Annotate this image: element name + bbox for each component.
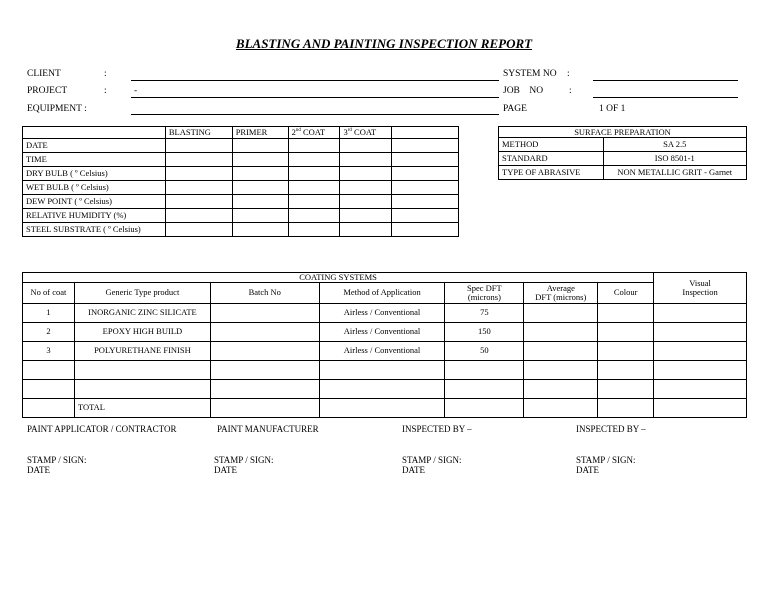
cell-input[interactable] — [524, 303, 598, 322]
cell-input[interactable] — [23, 379, 75, 398]
surface-prep-value: ISO 8501-1 — [603, 152, 746, 166]
cell-input[interactable] — [288, 139, 340, 153]
coat-no: 1 — [23, 303, 75, 322]
system-no-field[interactable] — [593, 80, 738, 81]
cell-input[interactable] — [392, 223, 459, 237]
job-no-field[interactable] — [593, 97, 738, 98]
coat-generic: POLYURETHANE FINISH — [74, 341, 210, 360]
cell-input[interactable] — [232, 195, 288, 209]
conditions-table — [22, 126, 459, 237]
col-blasting: BLASTING — [165, 127, 232, 139]
row-label-dew-point: DEW POINT ( º Celsius) — [23, 195, 166, 209]
signoff-applicator-title: PAINT APPLICATOR / CONTRACTOR — [27, 424, 177, 434]
conditions-row — [23, 153, 459, 167]
cell-input[interactable] — [232, 209, 288, 223]
signoff-inspector1-stamp: STAMP / SIGN: — [402, 455, 462, 465]
col-generic-type: Generic Type product — [74, 282, 210, 303]
project-value: - — [134, 86, 138, 96]
cell-input[interactable] — [340, 209, 392, 223]
cell-input[interactable] — [654, 379, 747, 398]
cell-input[interactable] — [165, 139, 232, 153]
cell-input[interactable] — [524, 379, 598, 398]
signoff-inspector1-title: INSPECTED BY – — [402, 424, 472, 434]
col-batch-no: Batch No — [210, 282, 319, 303]
conditions-row — [23, 209, 459, 223]
cell-input[interactable] — [288, 195, 340, 209]
coat-method: Airless / Conventional — [319, 303, 445, 322]
cell-input[interactable] — [598, 341, 654, 360]
col-method: Method of Application — [319, 282, 445, 303]
col-2nd-coat: 2nd COAT — [288, 127, 340, 139]
surface-prep-row — [499, 166, 747, 180]
conditions-row — [23, 181, 459, 195]
client-label: CLIENT — [27, 69, 61, 79]
surface-prep-heading: SURFACE PREPARATION — [499, 127, 747, 138]
cell-input[interactable] — [340, 223, 392, 237]
cell-input[interactable] — [23, 398, 75, 417]
coat-spec-dft: 75 — [445, 303, 524, 322]
surface-prep-label: METHOD — [499, 138, 604, 152]
cell-input[interactable] — [232, 153, 288, 167]
cell-input[interactable] — [210, 341, 319, 360]
cell-input[interactable] — [165, 153, 232, 167]
cell-input[interactable] — [165, 167, 232, 181]
client-field[interactable] — [131, 80, 499, 81]
surface-prep-label: TYPE OF ABRASIVE — [499, 166, 604, 180]
project-colon: : — [104, 86, 107, 96]
row-label-steel-substrate: STEEL SUBSTRATE ( º Celsius) — [23, 223, 166, 237]
cell-input[interactable] — [340, 167, 392, 181]
coat-no: 3 — [23, 341, 75, 360]
cell-input[interactable] — [165, 181, 232, 195]
cell-input[interactable] — [165, 223, 232, 237]
signoff-applicator-stamp: STAMP / SIGN: — [27, 455, 87, 465]
cell-input[interactable] — [340, 195, 392, 209]
coating-systems-heading: COATING SYSTEMS — [23, 273, 654, 283]
cell-input[interactable] — [524, 322, 598, 341]
cell-input[interactable] — [445, 379, 524, 398]
system-no-colon: : — [567, 69, 570, 79]
cell-input[interactable] — [288, 223, 340, 237]
col-average-dft: Average DFT (microns) — [524, 282, 598, 303]
surface-prep-row — [499, 152, 747, 166]
coat-no: 2 — [23, 322, 75, 341]
cell-input[interactable] — [210, 379, 319, 398]
project-field[interactable] — [131, 97, 499, 98]
conditions-row — [23, 223, 459, 237]
surface-prep-label: STANDARD — [499, 152, 604, 166]
cell-input[interactable] — [598, 303, 654, 322]
row-label-date: DATE — [23, 139, 166, 153]
col-primer: PRIMER — [232, 127, 288, 139]
coat-method: Airless / Conventional — [319, 341, 445, 360]
surface-prep-value: SA 2.5 — [603, 138, 746, 152]
cell-input[interactable] — [392, 209, 459, 223]
coat-spec-dft: 50 — [445, 341, 524, 360]
cell-input[interactable] — [392, 167, 459, 181]
cell-input[interactable] — [524, 398, 598, 417]
cell-input[interactable] — [210, 360, 319, 379]
cell-input[interactable] — [74, 379, 210, 398]
cell-input[interactable] — [288, 153, 340, 167]
cell-input[interactable] — [165, 195, 232, 209]
cell-input[interactable] — [654, 341, 747, 360]
row-label-humidity: RELATIVE HUMIDITY (%) — [23, 209, 166, 223]
job-no-label: JOB NO — [503, 86, 544, 96]
cell-input[interactable] — [340, 153, 392, 167]
col-colour: Colour — [598, 282, 654, 303]
cell-input[interactable] — [598, 322, 654, 341]
cell-input[interactable] — [524, 360, 598, 379]
row-label-dry-bulb: DRY BULB ( º Celsius) — [23, 167, 166, 181]
equipment-field[interactable] — [131, 114, 499, 115]
cell-input[interactable] — [340, 139, 392, 153]
coat-spec-dft: 150 — [445, 322, 524, 341]
page-value: 1 OF 1 — [599, 104, 626, 114]
coat-generic: EPOXY HIGH BUILD — [74, 322, 210, 341]
coat-method: Airless / Conventional — [319, 322, 445, 341]
signoff-manufacturer-date: DATE — [214, 465, 237, 475]
row-label-time: TIME — [23, 153, 166, 167]
cell-input[interactable] — [288, 167, 340, 181]
coating-row — [23, 303, 747, 322]
coating-row — [23, 341, 747, 360]
col-visual-inspection: Visual Inspection — [654, 273, 747, 304]
conditions-row — [23, 195, 459, 209]
project-label: PROJECT — [27, 86, 68, 96]
signoff-inspector2-title: INSPECTED BY – — [576, 424, 646, 434]
coating-systems-table — [22, 272, 747, 418]
surface-prep-table — [498, 126, 747, 180]
cell-input[interactable] — [210, 303, 319, 322]
cell-input[interactable] — [319, 398, 445, 417]
cell-input[interactable] — [445, 398, 524, 417]
total-label: TOTAL — [74, 398, 210, 417]
signoff-applicator-date: DATE — [27, 465, 50, 475]
cell-input[interactable] — [654, 322, 747, 341]
signoff-manufacturer-stamp: STAMP / SIGN: — [214, 455, 274, 465]
cell-input[interactable] — [654, 303, 747, 322]
surface-prep-value: NON METALLIC GRIT - Garnet — [603, 166, 746, 180]
client-colon: : — [104, 69, 107, 79]
col-blank — [392, 127, 459, 139]
page-label: PAGE — [503, 104, 527, 114]
cell-input[interactable] — [210, 322, 319, 341]
cell-input[interactable] — [654, 360, 747, 379]
cell-input[interactable] — [340, 181, 392, 195]
cell-input[interactable] — [319, 379, 445, 398]
coat-generic: INORGANIC ZINC SILICATE — [74, 303, 210, 322]
job-no-colon: : — [569, 86, 572, 96]
col-3rd-coat: 3rd COAT — [340, 127, 392, 139]
cell-input[interactable] — [232, 167, 288, 181]
row-label-wet-bulb: WET BULB ( º Celsius) — [23, 181, 166, 195]
cell-input[interactable] — [319, 360, 445, 379]
coating-row — [23, 322, 747, 341]
cell-input[interactable] — [165, 209, 232, 223]
cell-input[interactable] — [654, 398, 747, 417]
cell-input[interactable] — [210, 398, 319, 417]
cell-input[interactable] — [598, 398, 654, 417]
cell-input[interactable] — [288, 209, 340, 223]
col-spec-dft: Spec DFT (microns) — [445, 282, 524, 303]
signoff-inspector2-stamp: STAMP / SIGN: — [576, 455, 636, 465]
cell-input[interactable] — [392, 153, 459, 167]
conditions-corner — [23, 127, 166, 139]
signoff-manufacturer-title: PAINT MANUFACTURER — [217, 424, 319, 434]
cell-input[interactable] — [598, 360, 654, 379]
coating-row-blank — [23, 379, 747, 398]
col-no-of-coat: No of coat — [23, 282, 75, 303]
signoff-inspector1-date: DATE — [402, 465, 425, 475]
coating-total-row — [23, 398, 747, 417]
system-no-label: SYSTEM NO — [503, 69, 557, 79]
cell-input[interactable] — [232, 139, 288, 153]
report-title: BLASTING AND PAINTING INSPECTION REPORT — [235, 36, 533, 51]
cell-input[interactable] — [445, 360, 524, 379]
cell-input[interactable] — [392, 181, 459, 195]
cell-input[interactable] — [74, 360, 210, 379]
cell-input[interactable] — [232, 223, 288, 237]
cell-input[interactable] — [232, 181, 288, 195]
cell-input[interactable] — [392, 195, 459, 209]
conditions-row — [23, 167, 459, 181]
conditions-row — [23, 139, 459, 153]
cell-input[interactable] — [288, 181, 340, 195]
conditions-header-row — [23, 127, 459, 139]
equipment-label: EQUIPMENT : — [27, 104, 87, 114]
cell-input[interactable] — [23, 360, 75, 379]
cell-input[interactable] — [524, 341, 598, 360]
cell-input[interactable] — [598, 379, 654, 398]
signoff-inspector2-date: DATE — [576, 465, 599, 475]
cell-input[interactable] — [392, 139, 459, 153]
coating-row-blank — [23, 360, 747, 379]
surface-prep-row — [499, 138, 747, 152]
